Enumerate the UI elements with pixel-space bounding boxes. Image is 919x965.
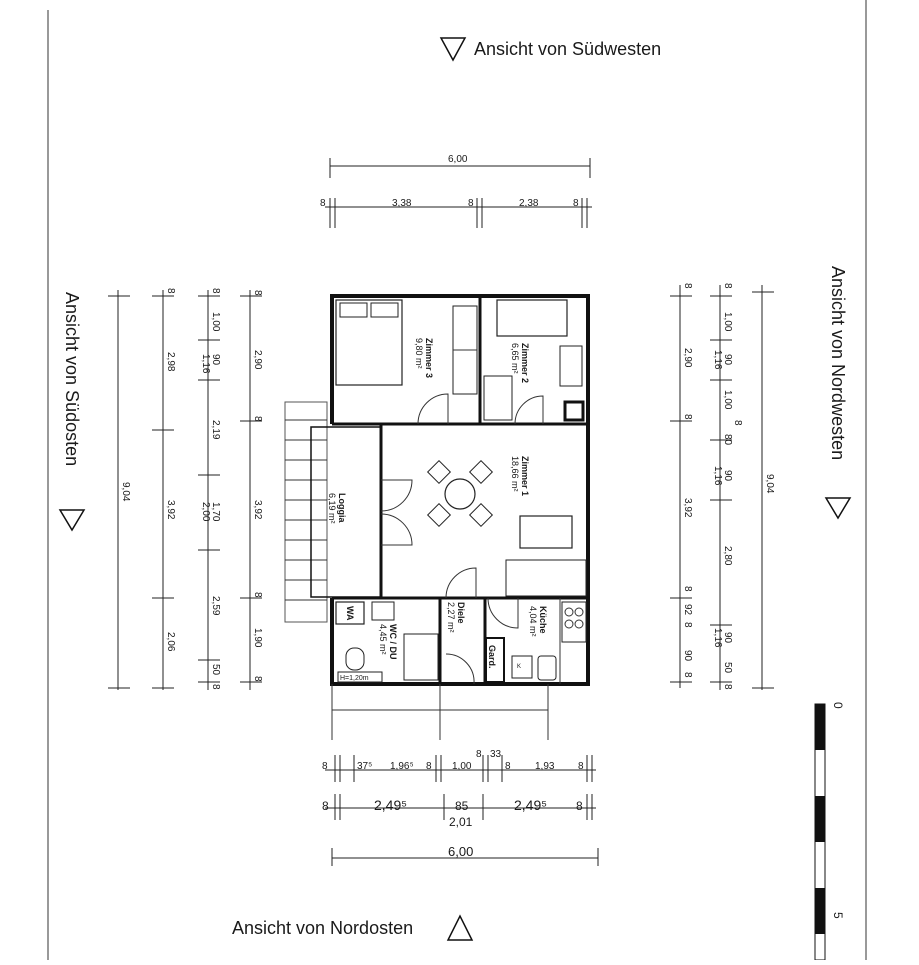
dim-label: 1,00 — [210, 312, 221, 332]
triangle-up-icon — [448, 916, 472, 940]
dim-label: 1,16 — [200, 354, 211, 374]
kitchen-sink — [538, 656, 556, 680]
label-gard: Gard. — [487, 645, 497, 669]
dim-label: 50 — [722, 662, 733, 674]
dim-label: 2,00 — [200, 502, 211, 522]
dining-table — [445, 479, 475, 509]
sofa — [506, 560, 586, 596]
dim-label: 37⁵ — [357, 761, 373, 772]
dim-label: 2,80 — [722, 546, 733, 566]
dim-label: 2,06 — [165, 632, 176, 652]
dim-label: 8 — [426, 761, 432, 772]
dim-label: 8 — [576, 799, 583, 813]
door — [515, 396, 543, 424]
label-h120: H=1,20m — [340, 675, 369, 682]
dim-label: 8 — [573, 198, 579, 209]
desk — [560, 346, 582, 386]
dim-label: 9,04 — [120, 482, 131, 502]
dim-label: 1,93 — [535, 761, 555, 772]
bed-zimmer3 — [336, 300, 402, 385]
dim-label: 1,16 — [712, 350, 723, 370]
room-name: Küche — [538, 606, 548, 634]
dim-label: 9,04 — [764, 474, 775, 494]
dim-label: 2,59 — [210, 596, 221, 616]
scale-start: 0 — [831, 702, 845, 709]
dim-label: 90 — [682, 650, 693, 662]
dim-label: 1,16 — [712, 466, 723, 486]
dim-label: 8 — [322, 799, 329, 813]
triangle-down-icon — [441, 38, 465, 60]
room-name: Zimmer 3 — [424, 338, 434, 379]
fridge — [512, 656, 532, 678]
dim-label: 1,00 — [452, 761, 472, 772]
room-area: 6,19 m² — [327, 493, 337, 524]
dim-label: 85 — [455, 799, 469, 813]
dim-label: 1,70 — [210, 502, 221, 522]
room-name: WC / DU — [388, 624, 398, 660]
dim-label: 50 — [210, 664, 221, 676]
dim-label: 8 — [252, 592, 263, 598]
view-southeast — [60, 292, 84, 530]
sink — [372, 602, 394, 620]
dim-label: 92 — [682, 604, 693, 616]
room-area: 4,45 m² — [378, 624, 388, 655]
dim-label: 8 — [732, 420, 743, 426]
dim-label: 8 — [252, 676, 263, 682]
room-area: 9,80 m² — [414, 338, 424, 369]
dim-label: 2,38 — [519, 198, 539, 209]
dim-label: 3,38 — [392, 198, 412, 209]
dim-label: 1,00 — [722, 390, 733, 410]
dim-label: 8 — [682, 414, 693, 420]
right-dimensions — [670, 283, 775, 690]
bottom-dimensions — [322, 749, 598, 866]
room-area: 18,66 m² — [510, 456, 520, 492]
room-kueche — [528, 606, 548, 637]
chimney — [565, 402, 583, 420]
bottom-total-dim: 6,00 — [448, 844, 474, 859]
top-total-dim: 6,00 — [448, 154, 468, 165]
label-wa: WA — [345, 606, 355, 621]
view-southeast-label: Ansicht von Südosten — [62, 292, 82, 467]
room-name: Zimmer 1 — [520, 456, 530, 497]
left-dimensions — [108, 288, 263, 690]
toilet — [346, 648, 364, 670]
dim-label: 8 — [468, 198, 474, 209]
dim-label: 3,92 — [252, 500, 263, 520]
dim-label: 8 — [722, 684, 733, 690]
dim-label: 2,01 — [449, 815, 473, 829]
view-southwest-label: Ansicht von Südwesten — [474, 39, 662, 59]
scale-end: 5 — [831, 912, 845, 919]
dim-label: 90 — [722, 354, 733, 366]
room-area: 2,27 m² — [446, 602, 456, 633]
room-name: Loggia — [337, 493, 347, 523]
dim-label: 80 — [722, 434, 733, 446]
dim-label: 2,90 — [682, 348, 693, 368]
dim-label: 1,16 — [712, 628, 723, 648]
room-area: 6,65 m² — [510, 343, 520, 374]
dim-label: 8 — [210, 288, 221, 294]
dim-label: 8 — [476, 749, 482, 760]
room-zimmer2 — [510, 343, 530, 383]
scale-bar — [815, 702, 845, 960]
dim-label: 1,90 — [252, 628, 263, 648]
room-loggia — [327, 493, 347, 524]
view-northeast — [232, 916, 472, 940]
triangle-right-icon — [826, 498, 850, 518]
dim-label: 8 — [322, 761, 328, 772]
wardrobe-zimmer2 — [484, 376, 512, 420]
dim-label: 33 — [490, 749, 502, 760]
room-diele — [446, 602, 466, 633]
room-area: 4,04 m² — [528, 606, 538, 637]
dim-label: 8 — [682, 283, 693, 289]
bed-zimmer2 — [497, 300, 567, 336]
room-name: Diele — [456, 602, 466, 624]
dim-label: 2,19 — [210, 420, 221, 440]
dim-label: 3,92 — [682, 498, 693, 518]
room-wcdu — [378, 624, 398, 660]
dim-label: 90 — [722, 632, 733, 644]
room-zimmer3 — [414, 338, 434, 378]
dim-label: 2,49⁵ — [514, 797, 548, 813]
top-dimensions — [320, 154, 592, 228]
dim-label: 3,92 — [165, 500, 176, 520]
dim-label: 8 — [320, 198, 326, 209]
view-southwest — [441, 38, 661, 60]
dim-label: 90 — [722, 470, 733, 482]
dim-label: 8 — [722, 283, 733, 289]
room-zimmer1 — [510, 456, 530, 496]
dim-label: 2,98 — [165, 352, 176, 372]
view-northeast-label: Ansicht von Nordosten — [232, 918, 414, 938]
coffee-table — [520, 516, 572, 548]
dim-label: 8 — [252, 290, 263, 296]
shower — [404, 634, 438, 680]
dim-label: 8 — [578, 761, 584, 772]
dim-label: 90 — [210, 354, 221, 366]
label-k: K — [517, 664, 522, 670]
door — [418, 394, 448, 424]
view-northwest — [826, 266, 850, 518]
dim-label: 8 — [682, 672, 693, 678]
dim-label: 8 — [165, 288, 176, 294]
view-northwest-label: Ansicht von Nordwesten — [828, 266, 848, 461]
dim-label: 1,96⁵ — [390, 761, 414, 772]
dim-label: 2,49⁵ — [374, 797, 408, 813]
dim-label: 1,00 — [722, 312, 733, 332]
dim-label: 8 — [210, 684, 221, 690]
dim-label: 8 — [682, 622, 693, 628]
dim-label: 8 — [505, 761, 511, 772]
dim-label: 2,90 — [252, 350, 263, 370]
room-name: Zimmer 2 — [520, 343, 530, 384]
triangle-right-icon — [60, 510, 84, 530]
dim-label: 8 — [252, 416, 263, 422]
outer-wall — [332, 296, 588, 684]
dim-label: 8 — [682, 586, 693, 592]
terrace-hatch — [285, 402, 327, 622]
